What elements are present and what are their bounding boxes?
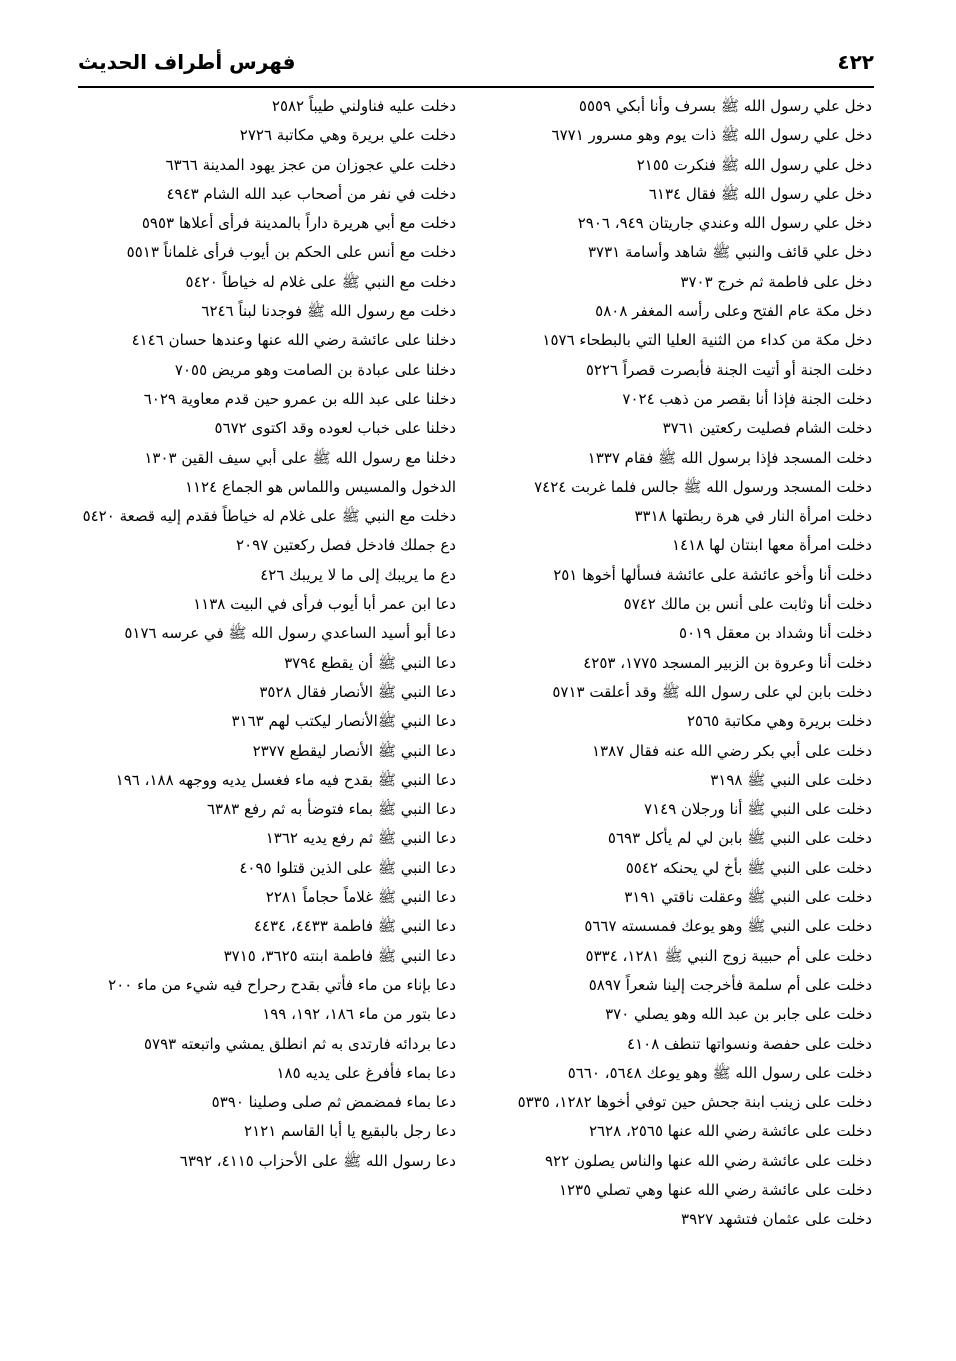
- index-entry: دخلت بابن لي على رسول الله ﷺ وقد أعلقت ٥٧١٣: [552, 682, 872, 701]
- index-entry: دخلت الجنة فإذا أنا بقصر من ذهب ٧٠٢٤: [622, 389, 872, 408]
- index-entry: دعا بردائه فارتدى به ثم انطلق يمشي واتبعته ٥٧٩٣: [143, 1034, 456, 1053]
- index-entry: دعا النبي ﷺ أن يقطع ٣٧٩٤: [284, 653, 456, 672]
- running-title: فهرس أطراف الحديث: [78, 50, 296, 74]
- index-entry: دعا رجل بالبقيع يا أبا القاسم ٢١٢١: [244, 1122, 456, 1141]
- index-entry: دخل مكة عام الفتح وعلى رأسه المغفر ٥٨٠٨: [595, 302, 872, 321]
- index-entry: دعا رسول الله ﷺ على الأحزاب ٤١١٥، ٦٣٩٢: [179, 1151, 456, 1170]
- page-number: ٤٢٢: [837, 50, 874, 74]
- left-column: [78, 92, 456, 1176]
- index-entry: دخلت على أم سلمة فأخرجت إلينا شعراً ٥٨٩٧: [588, 975, 872, 994]
- index-entry: دخلت على أم حبيبة زوج النبي ﷺ ١٢٨١، ٥٣٣٤: [585, 946, 872, 965]
- index-entry: دخل على فاطمة ثم خرج ٣٧٠٣: [680, 272, 872, 291]
- index-entry: دخلت عليه فناولني طيباً ٢٥٨٢: [271, 97, 456, 115]
- index-entry: دخلت مع النبي ﷺ على غلام له خياطاً فقدم إليه قصعة ٥٤٢٠: [82, 507, 456, 526]
- index-entry: دخلت على أبي بكر رضي الله عنه فقال ١٣٨٧: [592, 741, 872, 760]
- index-entry: دخلت على جابر بن عبد الله وهو يصلي ٣٧٠: [605, 1005, 872, 1024]
- index-entry: دخلت علي عجوزان من عجز يهود المدينة ٦٣٦٦: [165, 155, 456, 174]
- index-entry: دعا النبي ﷺ غلاماً حجاماً ٢٢٨١: [265, 888, 456, 907]
- index-entry: دخلت المسجد فإذا برسول الله ﷺ فقام ١٣٣٧: [587, 448, 872, 467]
- index-entry: دخلت مع أبي هريرة داراً بالمدينة فرأى أعلاها ٥٩٥٣: [141, 214, 456, 233]
- index-entry: دخلت على عائشة رضي الله عنها وهي تصلي ١٢٣٥: [558, 1180, 872, 1199]
- index-entry: دخلت أنا وثابت على أنس بن مالك ٥٧٤٢: [623, 595, 872, 614]
- index-entry: دعا بإناء من ماء فأتي بقدح رحراح فيه شيء من ماء ٢٠٠: [108, 975, 456, 994]
- index-entry: دخل علي رسول الله ﷺ فنكرت ٢١٥٥: [636, 155, 872, 174]
- index-entry: الدخول والمسيس واللماس هو الجماع ١١٢٤: [184, 477, 456, 496]
- index-entry: دخلت الجنة أو أتيت الجنة فأبصرت قصراً ٥٢٢٦: [585, 360, 872, 379]
- index-entry: دخلنا على عبادة بن الصامت وهو مريض ٧٠٥٥: [174, 360, 456, 379]
- index-entry: دخلت مع النبي ﷺ على غلام له خياطاً ٥٤٢٠: [185, 272, 456, 291]
- index-entry: دخلت بريرة وهي مكاتبة ٢٥٦٥: [686, 712, 872, 731]
- right-column: [482, 92, 872, 1235]
- index-entry: دخل علي قائف والنبي ﷺ شاهد وأسامة ٣٧٣١: [588, 243, 872, 262]
- index-entry: دخلت امرأة معها ابنتان لها ١٤١٨: [671, 536, 872, 555]
- index-entry: دخلت علي بريرة وهي مكاتبة ٢٧٢٦: [239, 126, 456, 145]
- index-entry: دخلت على النبي ﷺ بابن لي لم يأكل ٥٦٩٣: [607, 829, 872, 848]
- index-entry: دخلت على النبي ﷺ بأخ لي يحنكه ٥٥٤٢: [625, 858, 872, 877]
- index-entry: دعا النبي ﷺالأنصار ليكتب لهم ٣١٦٣: [231, 712, 456, 731]
- index-entry: دعا ابن عمر أبا أيوب فرأى في البيت ١١٣٨: [193, 595, 456, 614]
- index-entry: دخلت الشام فصليت ركعتين ٣٧٦١: [662, 419, 872, 438]
- index-entry: دخلت أنا وعروة بن الزبير المسجد ١٧٧٥، ٤٢٥٣: [583, 653, 872, 672]
- index-entry: دخل علي رسول الله وعندي جاريتان ٩٤٩، ٢٩٠٦: [577, 214, 872, 233]
- index-entry: دخلت على النبي ﷺ ٣١٩٨: [710, 770, 872, 789]
- index-entry: دعا النبي ﷺ ثم رفع يديه ١٣٦٢: [265, 829, 456, 848]
- index-entry: دع ما يريبك إلى ما لا يريبك ٤٢٦: [260, 565, 456, 584]
- index-entry: دخل علي رسول الله ﷺ بسرف وأنا أبكي ٥٥٥٩: [578, 97, 872, 115]
- index-entry: دخلت على عائشة رضي الله عنها والناس يصلون ٩٢٢: [545, 1151, 872, 1170]
- index-entry: دخلت في نفر من أصحاب عبد الله الشام ٤٩٤٣: [166, 184, 456, 203]
- index-entry: دخلت أنا وأخو عائشة على عائشة فسألها أخوها ٢٥١: [553, 565, 872, 584]
- index-entry: دخلت على النبي ﷺ أنا ورجلان ٧١٤٩: [644, 800, 872, 819]
- index-entry: دخلنا على عبد الله بن عمرو حين قدم معاوية ٦٠٢٩: [143, 389, 456, 408]
- index-entry: دعا النبي ﷺ بقدح فيه ماء فغسل يديه ووجهه ١٨٨، ١٩٦: [115, 770, 456, 789]
- index-entry: دعا النبي ﷺ بماء فتوضأ به ثم رفع ٦٣٨٣: [207, 800, 456, 819]
- index-entry: دخلت امرأة النار في هرة ربطتها ٣٣١٨: [634, 507, 872, 526]
- index-entry: دعا بتور من ماء ١٨٦، ١٩٢، ١٩٩: [262, 1005, 456, 1024]
- index-entry: دخلت على رسول الله ﷺ وهو يوعك ٥٦٤٨، ٥٦٦٠: [567, 1063, 872, 1082]
- index-entry: دخلت على عثمان فتشهد ٣٩٢٧: [681, 1210, 872, 1229]
- index-entry: دعا النبي ﷺ الأنصار ليقطع ٢٣٧٧: [252, 741, 456, 760]
- index-entry: دخل علي رسول الله ﷺ ذات يوم وهو مسرور ٦٧٧١: [551, 126, 872, 145]
- index-entry: دخلنا مع رسول الله ﷺ على أبي سيف القين ١٣٠٣: [144, 448, 456, 467]
- index-entry: دعا بماء فأفرغ على يديه ١٨٥: [276, 1063, 456, 1082]
- index-entry: دخل مكة من كداء من الثنية العليا التي بالبطحاء ١٥٧٦: [542, 331, 872, 350]
- index-entry: دعا النبي ﷺ الأنصار فقال ٣٥٢٨: [259, 682, 456, 701]
- index-entry: دخلت المسجد ورسول الله ﷺ جالس فلما غربت ٧٤٢٤: [534, 477, 872, 496]
- index-entry: دعا النبي ﷺ فاطمة ٤٤٣٣، ٤٤٣٤: [253, 917, 456, 936]
- index-entry: دخلت على حفصة ونسواتها تنطف ٤١٠٨: [627, 1034, 872, 1053]
- index-entry: دخلت أنا وشداد بن معقل ٥٠١٩: [679, 624, 872, 643]
- index-entry: دعا بماء فمضمض ثم صلى وصلينا ٥٣٩٠: [211, 1093, 456, 1112]
- index-entry: دخلت على النبي ﷺ وهو يوعك فمسسته ٥٦٦٧: [584, 917, 872, 936]
- index-entry: دخلنا على خباب لعوده وقد اكتوى ٥٦٧٢: [214, 419, 456, 438]
- page-header: [78, 44, 874, 80]
- index-entry: دعا النبي ﷺ على الذين قتلوا ٤٠٩٥: [239, 858, 456, 877]
- index-entry: دخلنا على عائشة رضي الله عنها وعندها حسان ٤١٤٦: [131, 331, 456, 350]
- index-entry: دعا أبو أسيد الساعدي رسول الله ﷺ في عرسه ٥١٧٦: [124, 624, 456, 643]
- index-entry: دخلت على النبي ﷺ وعقلت ناقتي ٣١٩١: [624, 888, 872, 907]
- index-entry: دع جملك فادخل فصل ركعتين ٢٠٩٧: [236, 536, 456, 555]
- header-rule: [78, 86, 874, 88]
- index-entry: دخل علي رسول الله ﷺ فقال ٦١٣٤: [648, 184, 872, 203]
- index-entry: دعا النبي ﷺ فاطمة ابنته ٣٦٢٥، ٣٧١٥: [223, 946, 456, 965]
- index-entry: دخلت على عائشة رضي الله عنها ٢٥٦٥، ٢٦٢٨: [588, 1122, 872, 1141]
- index-entry: دخلت مع أنس على الحكم بن أيوب فرأى غلماناً ٥٥١٣: [126, 243, 456, 262]
- index-entry: دخلت مع رسول الله ﷺ فوجدنا لبناً ٦٢٤٦: [201, 302, 456, 321]
- index-entry: دخلت على زينب ابنة جحش حين توفي أخوها ١٢٨٢، ٥٣٣٥: [517, 1093, 872, 1112]
